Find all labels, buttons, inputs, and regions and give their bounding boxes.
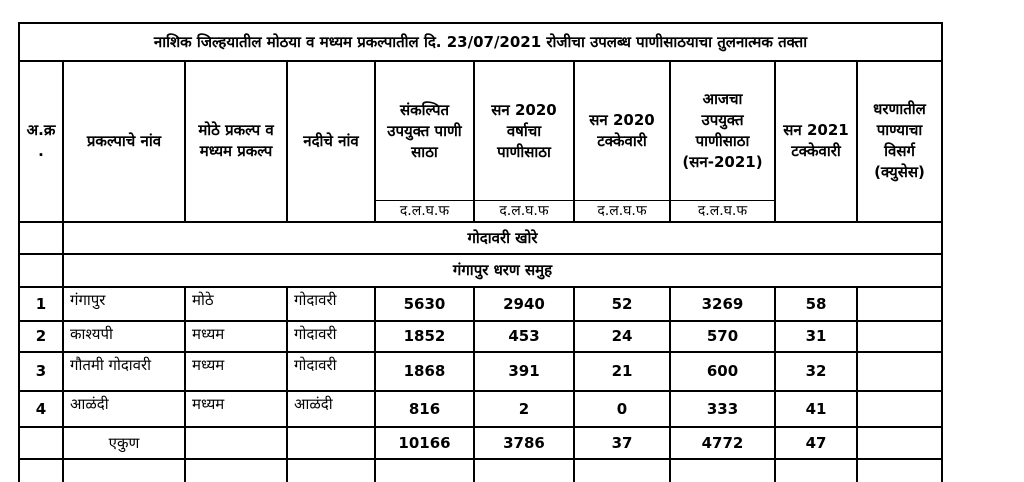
row-designed: 1868 [403, 362, 446, 380]
row-discharge [858, 392, 941, 426]
unit-storage-2021: द.ल.घ.फ [697, 202, 748, 219]
water-storage-table [18, 22, 943, 482]
row-storage-2020: 391 [508, 362, 540, 380]
header-project-type: मोठे प्रकल्प व मध्यम प्रकल्प [198, 121, 274, 160]
row-percent-2021: 58 [805, 294, 827, 313]
row-project-name: गौतमी गोदावरी [70, 356, 152, 374]
header-river: नदीचे नांव [303, 131, 359, 150]
row-percent-2021: 41 [805, 399, 827, 418]
row-storage-2021: 333 [706, 399, 739, 418]
total-designed: 10166 [398, 433, 451, 452]
row-discharge [858, 288, 941, 320]
row-river: गोदावरी [294, 291, 337, 309]
total-label: एकुण [108, 433, 140, 452]
row-percent-2020: 21 [611, 362, 633, 380]
row-storage-2020: 453 [508, 327, 540, 345]
unit-designed-storage: द.ल.घ.फ [399, 202, 450, 219]
row-storage-2021: 600 [706, 362, 739, 380]
total-percent-2021: 47 [805, 433, 827, 452]
row-discharge [858, 353, 941, 390]
row-project-type: मध्यम [192, 356, 225, 374]
row-percent-2020: 0 [616, 399, 628, 418]
row-storage-2020: 2940 [503, 294, 545, 313]
row-designed: 816 [408, 399, 441, 418]
row-designed: 5630 [403, 294, 446, 313]
row-storage-2021: 570 [706, 327, 739, 345]
header-discharge: धरणातील पाण्याचा विसर्ग (क्युसेस) [873, 100, 926, 181]
row-project-type: मध्यम [192, 395, 225, 413]
row-percent-2021: 31 [805, 327, 827, 345]
row-project-name: काश्यपी [70, 325, 113, 343]
row-river: आळंदी [294, 395, 333, 413]
row-storage-2020: 2 [518, 399, 530, 418]
row-project-name: गंगापुर [70, 291, 106, 309]
row-project-name: आळंदी [70, 395, 109, 413]
row-discharge [858, 322, 941, 351]
unit-storage-2020: द.ल.घ.फ [499, 202, 549, 219]
group-label: गंगापुर धरण समुह [452, 261, 553, 279]
row-project-type: मोठे [192, 291, 214, 309]
row-project-type: मध्यम [192, 325, 225, 343]
row-sr: 1 [35, 294, 47, 313]
row-sr: 3 [35, 362, 47, 380]
header-percent-2021: सन 2021 टक्केवारी [783, 121, 849, 160]
total-storage-2021: 4772 [701, 433, 744, 452]
row-sr: 4 [35, 399, 47, 418]
table-title: नाशिक जिल्हयातील मोठया व मध्यम प्रकल्पातील दि. 23/07/2021 रोजीचा उपलब्ध पाणीसाठयाचा तुलनात्मक तक्ता [153, 32, 808, 51]
total-percent-2020: 37 [611, 433, 633, 452]
header-percent-2020: सन 2020 टक्केवारी [589, 111, 655, 150]
header-storage-2021: आजचा उपयुक्त पाणीसाठा (सन-2021) [682, 90, 763, 171]
row-river: गोदावरी [294, 325, 337, 343]
basin-label: गोदावरी खोरे [467, 228, 538, 247]
row-percent-2021: 32 [805, 362, 827, 380]
row-percent-2020: 52 [611, 294, 633, 313]
row-sr: 2 [35, 327, 47, 345]
header-sr: अ.क्र . [26, 121, 56, 160]
header-designed-storage: संकल्पित उपयुक्त पाणी साठा [387, 100, 462, 161]
unit-percent-2020: द.ल.घ.फ [597, 202, 647, 219]
row-river: गोदावरी [294, 356, 337, 374]
row-storage-2021: 3269 [701, 294, 744, 313]
total-storage-2020: 3786 [503, 433, 545, 452]
row-designed: 1852 [403, 327, 446, 345]
row-percent-2020: 24 [611, 327, 633, 345]
header-storage-2020: सन 2020 वर्षाचा पाणीसाठा [491, 100, 557, 161]
header-project-name: प्रकल्पाचे नांव [86, 131, 162, 150]
